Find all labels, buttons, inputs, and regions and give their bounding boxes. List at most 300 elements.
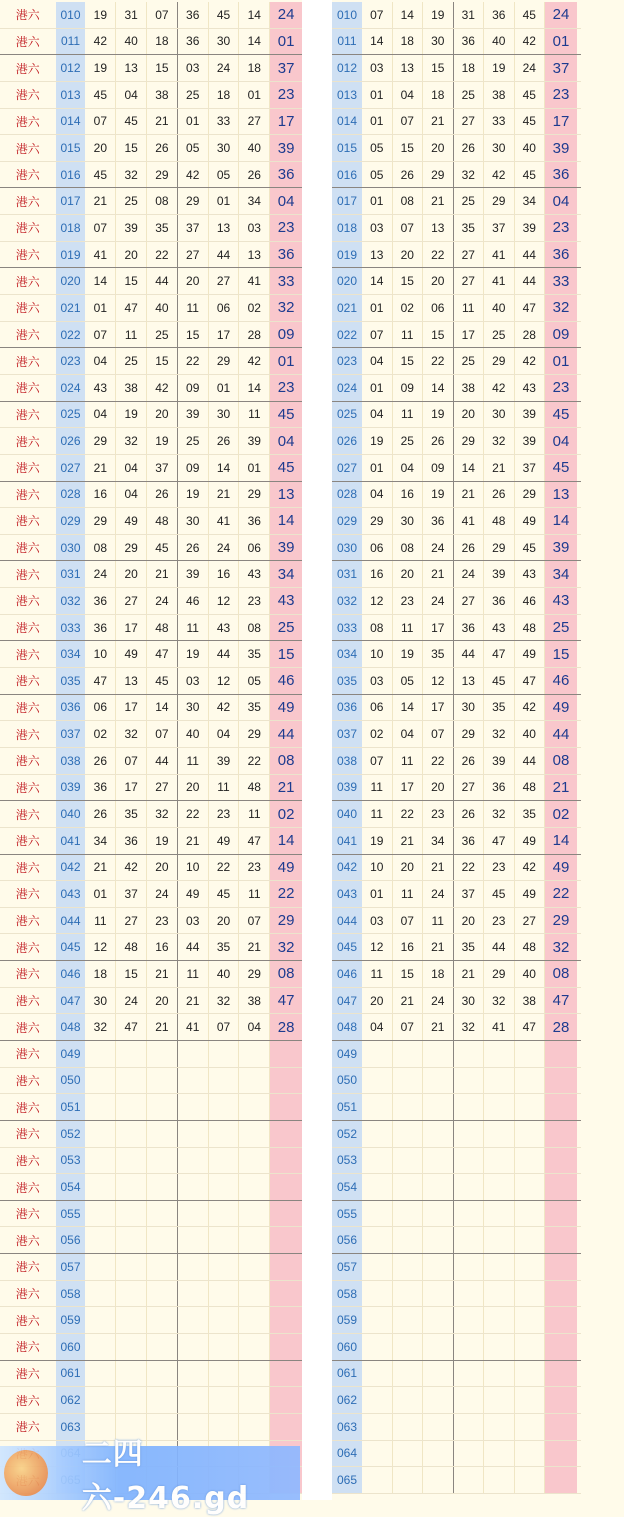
ball-number: 20: [116, 242, 147, 268]
issue-number: 054: [56, 1174, 86, 1200]
ball-number: 29: [362, 508, 393, 534]
ball-number: 25: [454, 82, 485, 108]
ball-number: [515, 1334, 546, 1360]
ball-number: [85, 1281, 116, 1307]
ball-number: 21: [423, 934, 454, 960]
ball-number: 26: [239, 162, 270, 188]
ball-number: [484, 1281, 515, 1307]
row-label: 港六: [15, 61, 40, 76]
special-number: 22: [270, 881, 302, 907]
ball-number: 27: [239, 109, 270, 135]
ball-number: 47: [484, 828, 515, 854]
ball-number: 38: [239, 988, 270, 1014]
ball-number: 44: [178, 934, 209, 960]
table-row: [0, 1281, 302, 1308]
ball-number: 06: [239, 535, 270, 561]
ball-number: 03: [178, 668, 209, 694]
ball-number: 20: [178, 268, 209, 294]
ball-number: 11: [178, 295, 209, 321]
ball-number: 36: [454, 615, 485, 641]
ball-number: 36: [454, 828, 485, 854]
table-row: [332, 455, 581, 482]
table-row: [332, 828, 581, 855]
ball-number: 14: [362, 29, 393, 55]
row-label: 港六: [15, 1366, 40, 1381]
special-number: 21: [270, 775, 302, 801]
ball-number: 05: [393, 668, 424, 694]
ball-number: [454, 1148, 485, 1174]
ball-number: 22: [454, 855, 485, 881]
ball-number: 11: [85, 908, 116, 934]
ball-number: 48: [239, 775, 270, 801]
ball-number: 04: [362, 402, 393, 428]
special-number: 24: [545, 2, 577, 28]
ball-number: 16: [393, 934, 424, 960]
ball-number: 46: [515, 588, 546, 614]
ball-number: [147, 1174, 178, 1200]
ball-number: 29: [484, 961, 515, 987]
ball-number: 45: [147, 535, 178, 561]
ball-number: 09: [178, 375, 209, 401]
ball-number: [116, 1201, 147, 1227]
ball-number: 27: [116, 908, 147, 934]
ball-number: 19: [393, 641, 424, 667]
ball-number: [239, 1121, 270, 1147]
ball-number: 20: [178, 775, 209, 801]
issue-number: 053: [56, 1148, 86, 1174]
ball-number: 39: [484, 748, 515, 774]
ball-number: [393, 1068, 424, 1094]
table-row: [0, 402, 302, 429]
ball-number: [209, 1041, 240, 1067]
ball-number: [116, 1041, 147, 1067]
table-row: [0, 1041, 302, 1068]
ball-number: [239, 1281, 270, 1307]
ball-number: [515, 1361, 546, 1387]
table-row: [0, 748, 302, 775]
issue-number: 060: [332, 1334, 362, 1360]
special-number: [545, 1094, 577, 1120]
ball-number: 35: [147, 215, 178, 241]
issue-number: 039: [332, 775, 362, 801]
ball-number: 20: [85, 135, 116, 161]
ball-number: 15: [116, 268, 147, 294]
special-number: [270, 1094, 302, 1120]
ball-number: 18: [423, 82, 454, 108]
special-number: 37: [270, 55, 302, 81]
ball-number: 16: [147, 934, 178, 960]
ball-number: [484, 1068, 515, 1094]
ball-number: [239, 1148, 270, 1174]
ball-number: [484, 1148, 515, 1174]
ball-number: 19: [484, 55, 515, 81]
ball-number: 07: [116, 748, 147, 774]
row-label: 港六: [15, 727, 40, 742]
ball-number: 21: [454, 482, 485, 508]
issue-number: 061: [56, 1361, 86, 1387]
ball-number: [85, 1201, 116, 1227]
ball-number: 01: [362, 295, 393, 321]
ball-number: 34: [239, 188, 270, 214]
ball-number: 48: [515, 934, 546, 960]
ball-number: 29: [85, 428, 116, 454]
special-number: [270, 1068, 302, 1094]
ball-number: 38: [515, 988, 546, 1014]
ball-number: 19: [423, 402, 454, 428]
ball-number: 21: [423, 855, 454, 881]
special-number: 14: [545, 508, 577, 534]
table-row: [332, 908, 581, 935]
table-row: [0, 55, 302, 82]
special-number: 32: [270, 934, 302, 960]
ball-number: 16: [362, 561, 393, 587]
table-row: [0, 535, 302, 562]
ball-number: 13: [393, 55, 424, 81]
ball-number: 11: [178, 961, 209, 987]
ball-number: [423, 1467, 454, 1493]
ball-number: [178, 1041, 209, 1067]
ball-number: 30: [454, 988, 485, 1014]
special-number: 28: [545, 1014, 577, 1040]
ball-number: [484, 1094, 515, 1120]
ball-number: 49: [178, 881, 209, 907]
ball-number: [393, 1387, 424, 1413]
ball-number: 42: [178, 162, 209, 188]
ball-number: 24: [209, 535, 240, 561]
issue-number: 013: [56, 82, 86, 108]
ball-number: 26: [454, 535, 485, 561]
ball-number: 24: [423, 988, 454, 1014]
table-row: [332, 668, 581, 695]
ball-number: 12: [85, 934, 116, 960]
ball-number: 45: [116, 109, 147, 135]
ball-number: [393, 1041, 424, 1067]
ball-number: 12: [209, 588, 240, 614]
ball-number: 30: [178, 695, 209, 721]
ball-number: 24: [85, 561, 116, 587]
issue-number: 041: [56, 828, 86, 854]
table-row: [332, 535, 581, 562]
ball-number: [116, 1121, 147, 1147]
ball-number: 07: [393, 109, 424, 135]
ball-number: 11: [239, 801, 270, 827]
row-label: 港六: [15, 407, 40, 422]
ball-number: 15: [393, 961, 424, 987]
table-row: [0, 988, 302, 1015]
ball-number: 30: [178, 508, 209, 534]
issue-number: 046: [56, 961, 86, 987]
ball-number: 36: [116, 828, 147, 854]
ball-number: [515, 1254, 546, 1280]
table-row: [332, 934, 581, 961]
issue-number: 055: [56, 1201, 86, 1227]
table-row: [332, 1307, 581, 1334]
ball-number: 08: [393, 188, 424, 214]
ball-number: [393, 1334, 424, 1360]
ball-number: [362, 1361, 393, 1387]
ball-number: 07: [85, 215, 116, 241]
issue-number: 043: [332, 881, 362, 907]
ball-number: 35: [423, 641, 454, 667]
table-row: [0, 188, 302, 215]
ball-number: 44: [147, 748, 178, 774]
row-label: 港六: [15, 967, 40, 982]
ball-number: 42: [484, 162, 515, 188]
ball-number: [454, 1441, 485, 1467]
special-number: 01: [270, 348, 302, 374]
row-label: 港六: [15, 274, 40, 289]
ball-number: 29: [239, 721, 270, 747]
ball-number: 48: [116, 934, 147, 960]
ball-number: 14: [393, 2, 424, 28]
ball-number: 18: [393, 29, 424, 55]
ball-number: 14: [393, 695, 424, 721]
ball-number: 07: [362, 2, 393, 28]
ball-number: 21: [454, 961, 485, 987]
ball-number: 26: [484, 482, 515, 508]
ball-number: 21: [423, 109, 454, 135]
ball-number: [362, 1121, 393, 1147]
special-number: 36: [545, 162, 577, 188]
special-number: [270, 1307, 302, 1333]
table-row: [0, 109, 302, 136]
ball-number: 31: [116, 2, 147, 28]
table-row: [332, 55, 581, 82]
special-number: 17: [270, 109, 302, 135]
ball-number: 29: [515, 482, 546, 508]
ball-number: 19: [147, 828, 178, 854]
ball-number: [393, 1121, 424, 1147]
ball-number: [239, 1068, 270, 1094]
row-label: 港六: [15, 114, 40, 129]
table-row: [0, 641, 302, 668]
table-row: [0, 828, 302, 855]
issue-number: 029: [332, 508, 362, 534]
ball-number: 26: [454, 801, 485, 827]
special-number: 36: [270, 162, 302, 188]
ball-number: 22: [393, 801, 424, 827]
issue-number: 018: [332, 215, 362, 241]
ball-number: 36: [85, 615, 116, 641]
ball-number: 08: [147, 188, 178, 214]
ball-number: 28: [515, 322, 546, 348]
ball-number: [423, 1148, 454, 1174]
ball-number: 30: [209, 135, 240, 161]
ball-number: [484, 1174, 515, 1200]
ball-number: 03: [362, 908, 393, 934]
ball-number: 04: [393, 721, 424, 747]
ball-number: 45: [85, 82, 116, 108]
ball-number: 43: [209, 615, 240, 641]
table-row: [332, 1281, 581, 1308]
row-label: 港六: [15, 940, 40, 955]
ball-number: 11: [178, 615, 209, 641]
ball-number: 32: [484, 721, 515, 747]
ball-number: 19: [147, 428, 178, 454]
issue-number: 022: [332, 322, 362, 348]
row-label: 港六: [15, 754, 40, 769]
ball-number: 49: [515, 881, 546, 907]
ball-number: 49: [515, 828, 546, 854]
ball-number: 49: [515, 641, 546, 667]
table-row: [332, 1361, 581, 1388]
ball-number: 08: [239, 615, 270, 641]
table-row: [332, 188, 581, 215]
ball-number: 03: [362, 668, 393, 694]
ball-number: 47: [484, 641, 515, 667]
ball-number: 21: [85, 855, 116, 881]
ball-number: 10: [85, 641, 116, 667]
ball-number: 19: [178, 482, 209, 508]
ball-number: [362, 1387, 393, 1413]
ball-number: 14: [209, 455, 240, 481]
ball-number: [147, 1387, 178, 1413]
issue-number: 061: [332, 1361, 362, 1387]
ball-number: 04: [209, 721, 240, 747]
ball-number: [209, 1121, 240, 1147]
special-number: [270, 1361, 302, 1387]
ball-number: [178, 1387, 209, 1413]
special-number: [270, 1334, 302, 1360]
issue-number: 012: [56, 55, 86, 81]
special-number: 34: [270, 561, 302, 587]
table-row: [332, 268, 581, 295]
ball-number: [116, 1361, 147, 1387]
special-number: 23: [270, 215, 302, 241]
special-number: [270, 1387, 302, 1413]
table-row: [0, 1174, 302, 1201]
issue-number: 056: [332, 1227, 362, 1253]
ball-number: [362, 1281, 393, 1307]
ball-number: 33: [209, 109, 240, 135]
ball-number: 32: [484, 428, 515, 454]
issue-number: 036: [332, 695, 362, 721]
ball-number: [393, 1467, 424, 1493]
issue-number: 045: [332, 934, 362, 960]
issue-number: 054: [332, 1174, 362, 1200]
issue-number: 051: [332, 1094, 362, 1120]
ball-number: 17: [116, 775, 147, 801]
ball-number: 14: [85, 268, 116, 294]
table-row: [0, 721, 302, 748]
ball-number: 44: [147, 268, 178, 294]
issue-number: 011: [56, 29, 86, 55]
special-number: 49: [545, 695, 577, 721]
ball-number: 35: [116, 801, 147, 827]
ball-number: 43: [239, 561, 270, 587]
ball-number: 11: [362, 775, 393, 801]
ball-number: 18: [454, 55, 485, 81]
ball-number: 08: [85, 535, 116, 561]
ball-number: [454, 1281, 485, 1307]
ball-number: 07: [393, 1014, 424, 1040]
table-row: [0, 1014, 302, 1041]
issue-number: 058: [332, 1281, 362, 1307]
ball-number: 35: [515, 801, 546, 827]
row-label: 港六: [15, 1020, 40, 1035]
table-row: [0, 615, 302, 642]
ball-number: [484, 1467, 515, 1493]
table-row: [0, 215, 302, 242]
ball-number: 21: [147, 561, 178, 587]
ball-number: [393, 1201, 424, 1227]
ball-number: 43: [484, 615, 515, 641]
ball-number: [393, 1227, 424, 1253]
special-number: 08: [270, 961, 302, 987]
ball-number: 41: [484, 1014, 515, 1040]
ball-number: [515, 1414, 546, 1440]
ball-number: 14: [147, 695, 178, 721]
ball-number: 47: [116, 295, 147, 321]
table-row: [0, 908, 302, 935]
ball-number: [209, 1334, 240, 1360]
special-number: 24: [270, 2, 302, 28]
ball-number: 39: [178, 561, 209, 587]
ball-number: 40: [484, 295, 515, 321]
ball-number: 03: [362, 55, 393, 81]
ball-number: 42: [515, 348, 546, 374]
special-number: 43: [545, 588, 577, 614]
issue-number: 016: [56, 162, 86, 188]
ball-number: 01: [362, 375, 393, 401]
ball-number: 20: [147, 855, 178, 881]
ball-number: [362, 1201, 393, 1227]
ball-number: [423, 1387, 454, 1413]
ball-number: 47: [515, 668, 546, 694]
table-row: [332, 561, 581, 588]
ball-number: 39: [515, 402, 546, 428]
table-row: [0, 242, 302, 269]
issue-number: 032: [56, 588, 86, 614]
ball-number: 43: [515, 375, 546, 401]
row-label: 港六: [15, 434, 40, 449]
ball-number: 20: [423, 268, 454, 294]
issue-number: 034: [56, 641, 86, 667]
issue-number: 015: [332, 135, 362, 161]
table-row: [332, 109, 581, 136]
issue-number: 018: [56, 215, 86, 241]
ball-number: 40: [515, 961, 546, 987]
special-number: 47: [545, 988, 577, 1014]
ball-number: 26: [178, 535, 209, 561]
ball-number: 23: [393, 588, 424, 614]
ball-number: 43: [515, 561, 546, 587]
ball-number: [423, 1441, 454, 1467]
special-number: [545, 1201, 577, 1227]
issue-number: 031: [332, 561, 362, 587]
ball-number: 07: [393, 215, 424, 241]
ball-number: [515, 1387, 546, 1413]
ball-number: 15: [423, 322, 454, 348]
ball-number: 07: [362, 322, 393, 348]
row-label: 港六: [15, 168, 40, 183]
ball-number: 05: [239, 668, 270, 694]
ball-number: 24: [454, 561, 485, 587]
special-number: 33: [545, 268, 577, 294]
ball-number: 11: [423, 908, 454, 934]
ball-number: 01: [178, 109, 209, 135]
ball-number: 40: [147, 295, 178, 321]
issue-number: 050: [332, 1068, 362, 1094]
ball-number: 22: [178, 801, 209, 827]
ball-number: 13: [362, 242, 393, 268]
special-number: 36: [270, 242, 302, 268]
ball-number: 32: [85, 1014, 116, 1040]
special-number: 39: [270, 135, 302, 161]
issue-number: 053: [332, 1148, 362, 1174]
ball-number: 26: [423, 428, 454, 454]
ball-number: 24: [209, 55, 240, 81]
